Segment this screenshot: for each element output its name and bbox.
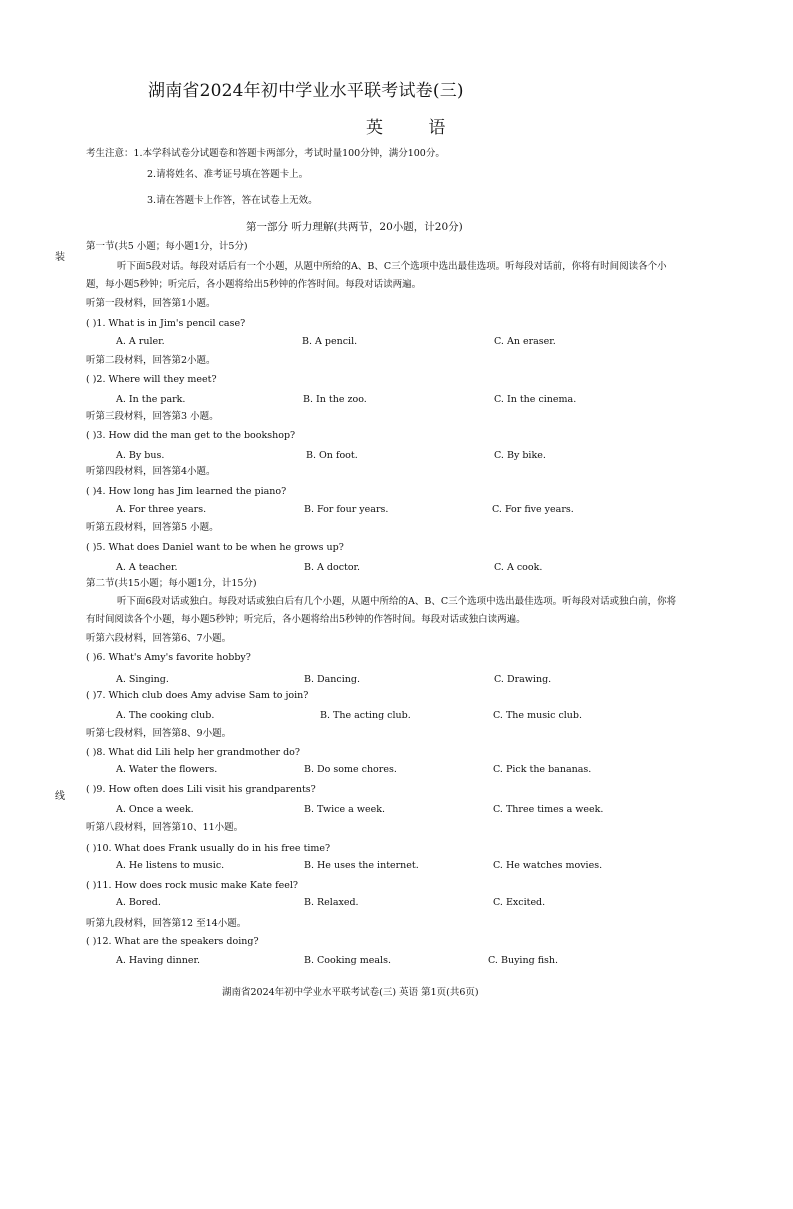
section2-instruction-2: 有时间阅读各个小题，每小题5秒钟；听完后，各小题将给出5秒钟的作答时间。每段对话或独白读两遍。 [86, 614, 526, 625]
option-b: B. A doctor. [304, 562, 361, 573]
option-a: A. Singing. [116, 674, 169, 685]
option-c: C. He watches movies. [493, 860, 603, 871]
option-a: A. By bus. [116, 450, 165, 461]
question-stem: ( )8. What did Lili help her grandmother do? [86, 747, 300, 758]
listening-material-label: 听第三段材料，回答第3 小题。 [86, 411, 219, 422]
option-b: B. For four years. [304, 504, 389, 515]
option-b: B. Do some chores. [304, 764, 397, 775]
option-a: A. For three years. [116, 504, 207, 515]
option-a: A. Water the flowers. [116, 764, 218, 775]
question-stem: ( )6. What's Amy's favorite hobby? [86, 652, 251, 663]
section1-heading: 第一节(共5 小题；每小题1分，计5分) [86, 241, 248, 252]
option-b: B. He uses the internet. [304, 860, 419, 871]
subject-title: 英 语 [366, 118, 446, 138]
option-b: B. Relaxed. [304, 897, 359, 908]
listening-material-label: 听第四段材料，回答第4小题。 [86, 466, 216, 477]
option-c: C. Excited. [493, 897, 546, 908]
option-c: C. By bike. [494, 450, 546, 461]
question-stem: ( )10. What does Frank usually do in his free time? [86, 843, 331, 854]
binding-mark-bottom: 线 [55, 791, 65, 802]
listening-material-label: 听第六段材料，回答第6、7小题。 [86, 633, 232, 644]
option-c: C. For five years. [492, 504, 574, 515]
listening-material-label: 听第七段材料，回答第8、9小题。 [86, 728, 232, 739]
section1-instruction-2: 题，每小题5秒钟；听完后，各小题将给出5秒钟的作答时间。每段对话读两遍。 [86, 279, 422, 290]
question-stem: ( )3. How did the man get to the bookshop? [86, 430, 296, 441]
question-stem: ( )12. What are the speakers doing? [86, 936, 259, 947]
option-c: C. Buying fish. [488, 955, 559, 966]
option-c: C. An eraser. [494, 336, 556, 347]
option-a: A. Having dinner. [116, 955, 200, 966]
notice-line-1: 考生注意：1.本学科试卷分试题卷和答题卡两部分，考试时量100分钟，满分100分。 [86, 148, 445, 159]
question-stem: ( )4. How long has Jim learned the piano? [86, 486, 287, 497]
option-b: B. Dancing. [304, 674, 360, 685]
question-stem: ( )11. How does rock music make Kate feel? [86, 880, 298, 891]
exam-title: 湖南省2024年初中学业水平联考试卷(三) [148, 81, 464, 101]
option-b: B. Twice a week. [304, 804, 385, 815]
question-stem: ( )2. Where will they meet? [86, 374, 217, 385]
option-c: C. Pick the bananas. [493, 764, 592, 775]
listening-material-label: 听第二段材料，回答第2小题。 [86, 355, 216, 366]
option-b: B. In the zoo. [303, 394, 367, 405]
option-a: A. A teacher. [116, 562, 178, 573]
option-b: B. A pencil. [302, 336, 358, 347]
option-a: A. In the park. [116, 394, 186, 405]
option-a: A. He listens to music. [116, 860, 225, 871]
option-b: B. Cooking meals. [304, 955, 391, 966]
listening-material-label: 听第一段材料，回答第1小题。 [86, 298, 216, 309]
option-c: C. Drawing. [494, 674, 552, 685]
option-c: C. In the cinema. [494, 394, 577, 405]
option-b: B. On foot. [306, 450, 358, 461]
section2-instruction-1: 听下面6段对话或独白。每段对话或独白后有几个小题，从题中所给的A、B、C三个选项中选出最佳选项。听每段对话或独白前，你将 [117, 596, 677, 607]
question-stem: ( )9. How often does Lili visit his grandparents? [86, 784, 316, 795]
option-a: A. Bored. [116, 897, 161, 908]
notice-line-2: 2.请将姓名、准考证号填在答题卡上。 [147, 169, 309, 180]
listening-material-label: 听第五段材料，回答第5 小题。 [86, 522, 219, 533]
option-a: A. A ruler. [116, 336, 165, 347]
option-c: C. The music club. [493, 710, 583, 721]
section1-instruction-1: 听下面5段对话。每段对话后有一个小题，从题中所给的A、B、C三个选项中选出最佳选项。听每段对话前，你将有时间阅读各个小 [117, 261, 667, 272]
listening-material-label: 听第八段材料，回答第10、11小题。 [86, 822, 244, 833]
listening-material-label: 听第九段材料，回答第12 至14小题。 [86, 918, 247, 929]
binding-mark-top: 装 [55, 252, 65, 263]
option-c: C. A cook. [494, 562, 543, 573]
option-a: A. The cooking club. [116, 710, 215, 721]
question-stem: ( )7. Which club does Amy advise Sam to join? [86, 690, 309, 701]
option-c: C. Three times a week. [493, 804, 604, 815]
option-a: A. Once a week. [116, 804, 194, 815]
part1-heading: 第一部分 听力理解(共两节，20小题，计20分) [246, 221, 463, 233]
question-stem: ( )1. What is in Jim's pencil case? [86, 318, 246, 329]
page-footer: 湖南省2024年初中学业水平联考试卷(三) 英语 第1页(共6页) [222, 987, 479, 998]
notice-line-3: 3.请在答题卡上作答，答在试卷上无效。 [147, 195, 318, 206]
section2-heading: 第二节(共15小题；每小题1分，计15分) [86, 578, 257, 589]
option-b: B. The acting club. [320, 710, 411, 721]
question-stem: ( )5. What does Daniel want to be when he grows up? [86, 542, 344, 553]
